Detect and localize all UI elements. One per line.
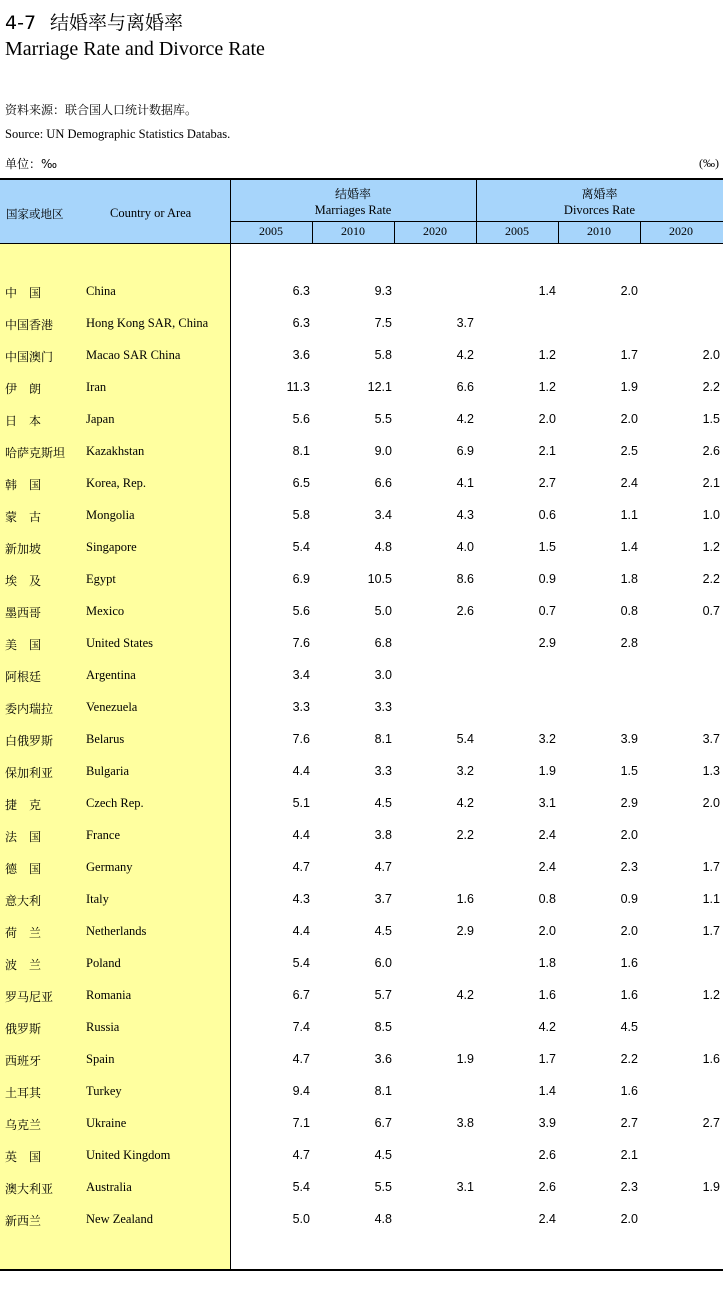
country-name-en: New Zealand (86, 1212, 153, 1226)
rate-value-m2020: 2.6 (456, 604, 474, 618)
rate-value-m2010: 4.5 (374, 796, 392, 810)
rate-value-m2005: 11.3 (286, 380, 310, 394)
country-name-cn: 英 国 (5, 1150, 42, 1164)
rate-value-m2005: 3.6 (292, 348, 310, 362)
rate-value-m2020: 3.8 (456, 1116, 474, 1130)
table-row (0, 956, 723, 976)
country-name-cn: 俄罗斯 (5, 1022, 42, 1036)
rate-value-m2010: 6.7 (374, 1116, 392, 1130)
rate-value-m2005: 4.4 (292, 924, 310, 938)
rate-value-d2010: 0.9 (620, 892, 638, 906)
table-row (0, 1212, 723, 1232)
rate-value-d2005: 1.2 (538, 348, 556, 362)
rate-value-d2020: 3.7 (702, 732, 720, 746)
header-country-cn: 国家或地区 (6, 207, 64, 221)
table-row (0, 732, 723, 752)
country-name-cn: 西班牙 (5, 1054, 42, 1068)
table-row (0, 316, 723, 336)
rate-value-m2010: 6.8 (374, 636, 392, 650)
table-row (0, 348, 723, 368)
source-note-cn: 资料来源：联合国人口统计数据库。 (5, 103, 198, 117)
country-name-en: Venezuela (86, 700, 138, 714)
rate-value-d2020: 1.7 (702, 860, 720, 874)
table-row (0, 700, 723, 720)
rate-value-m2010: 3.7 (374, 892, 392, 906)
table-row (0, 796, 723, 816)
rate-value-m2005: 4.4 (292, 828, 310, 842)
rate-value-m2020: 5.4 (456, 732, 474, 746)
rate-value-d2005: 2.0 (538, 412, 556, 426)
rate-value-d2020: 1.7 (702, 924, 720, 938)
table-row (0, 380, 723, 400)
rate-value-m2010: 5.5 (374, 1180, 392, 1194)
country-name-en: Iran (86, 380, 107, 394)
source-note-en: Source: UN Demographic Statistics Databas. (5, 127, 231, 141)
header-marriage-cn: 结婚率 (334, 187, 371, 201)
rate-value-m2005: 4.7 (292, 1052, 310, 1066)
rate-value-m2020: 6.9 (456, 444, 474, 458)
country-name-en: Mongolia (86, 508, 135, 522)
country-name-cn: 埃 及 (5, 574, 42, 588)
country-name-en: Australia (86, 1180, 132, 1194)
country-name-en: Belarus (86, 732, 125, 746)
header-year: 2005 (259, 224, 283, 238)
country-name-en: Russia (86, 1020, 120, 1034)
rate-value-m2020: 4.2 (456, 796, 474, 810)
header-country-en: Country or Area (110, 206, 192, 220)
table-row (0, 1180, 723, 1200)
rate-value-m2005: 5.6 (292, 604, 310, 618)
rate-value-m2010: 8.5 (374, 1020, 392, 1034)
table-row (0, 668, 723, 688)
header-divorce-en: Divorces Rate (563, 203, 636, 217)
country-name-cn: 中国香港 (5, 318, 54, 332)
country-name-cn: 波 兰 (5, 958, 42, 972)
rate-value-d2010: 1.5 (620, 764, 638, 778)
rate-value-m2010: 3.8 (374, 828, 392, 842)
rate-value-d2020: 2.2 (702, 572, 720, 586)
table-row (0, 476, 723, 496)
country-name-en: Netherlands (86, 924, 147, 938)
rate-value-d2010: 2.0 (620, 1212, 638, 1226)
header-year: 2005 (505, 224, 529, 238)
rate-value-m2010: 4.8 (374, 1212, 392, 1226)
rate-value-d2010: 0.8 (620, 604, 638, 618)
rate-value-m2005: 9.4 (292, 1084, 310, 1098)
rate-value-d2020: 1.5 (702, 412, 720, 426)
table-row (0, 1020, 723, 1040)
rate-value-d2005: 3.9 (538, 1116, 556, 1130)
rate-value-m2005: 4.7 (292, 1148, 310, 1162)
rate-value-m2020: 3.1 (456, 1180, 474, 1194)
rate-value-d2010: 2.3 (620, 1180, 638, 1194)
rate-value-m2020: 4.2 (456, 988, 474, 1002)
country-name-en: Japan (86, 412, 115, 426)
country-name-en: Kazakhstan (86, 444, 145, 458)
rate-value-d2010: 1.6 (620, 1084, 638, 1098)
country-name-en: Singapore (86, 540, 137, 554)
rate-value-m2010: 4.5 (374, 924, 392, 938)
rate-value-m2020: 4.2 (456, 412, 474, 426)
country-name-cn: 乌克兰 (5, 1118, 42, 1132)
country-name-cn: 中 国 (5, 286, 42, 300)
country-name-cn: 伊 朗 (5, 382, 42, 396)
country-name-en: France (86, 828, 121, 842)
rate-value-m2010: 5.8 (374, 348, 392, 362)
country-name-en: Germany (86, 860, 133, 874)
header-year: 2010 (587, 224, 611, 238)
rate-value-m2020: 2.2 (456, 828, 474, 842)
rate-value-d2005: 0.9 (538, 572, 556, 586)
rate-value-m2005: 4.4 (292, 764, 310, 778)
rate-value-m2020: 4.1 (456, 476, 474, 490)
rate-value-m2010: 8.1 (374, 732, 392, 746)
rate-value-m2010: 3.6 (374, 1052, 392, 1066)
rate-value-d2010: 2.5 (620, 444, 638, 458)
rate-value-d2020: 1.9 (702, 1180, 720, 1194)
rate-value-d2020: 1.6 (702, 1052, 720, 1066)
rate-value-m2005: 5.4 (292, 1180, 310, 1194)
rate-value-m2005: 4.3 (292, 892, 310, 906)
table-row (0, 1084, 723, 1104)
rate-value-d2005: 2.6 (538, 1180, 556, 1194)
rate-value-d2020: 2.7 (702, 1116, 720, 1130)
country-name-cn: 新西兰 (5, 1214, 42, 1228)
rate-value-d2020: 2.0 (702, 348, 720, 362)
rate-value-d2005: 1.9 (538, 764, 556, 778)
rate-value-d2010: 2.3 (620, 860, 638, 874)
country-name-cn: 美 国 (5, 638, 42, 652)
rate-value-m2005: 5.6 (292, 412, 310, 426)
rate-value-m2010: 6.6 (374, 476, 392, 490)
rate-value-m2020: 4.2 (456, 348, 474, 362)
table-row (0, 764, 723, 784)
rate-value-m2020: 2.9 (456, 924, 474, 938)
country-name-cn: 委内瑞拉 (5, 702, 54, 716)
rate-value-d2020: 2.6 (702, 444, 720, 458)
rate-value-m2005: 5.4 (292, 956, 310, 970)
country-name-en: United Kingdom (86, 1148, 171, 1162)
rate-value-m2010: 9.0 (374, 444, 392, 458)
country-name-en: Bulgaria (86, 764, 130, 778)
country-name-cn: 韩 国 (5, 478, 42, 492)
table-row (0, 508, 723, 528)
rate-value-m2005: 6.7 (292, 988, 310, 1002)
rate-value-d2010: 2.0 (620, 412, 638, 426)
table-row (0, 1116, 723, 1136)
rate-value-d2010: 2.1 (620, 1148, 638, 1162)
rate-value-d2010: 2.8 (620, 636, 638, 650)
rate-value-d2010: 2.0 (620, 828, 638, 842)
table-row (0, 892, 723, 912)
rate-value-m2005: 7.4 (292, 1020, 310, 1034)
rate-value-m2005: 8.1 (292, 444, 310, 458)
country-name-en: United States (86, 636, 154, 650)
rate-value-d2005: 1.6 (538, 988, 556, 1002)
table-row (0, 828, 723, 848)
rate-value-d2010: 2.7 (620, 1116, 638, 1130)
country-name-en: Czech Rep. (86, 796, 144, 810)
country-name-en: Italy (86, 892, 109, 906)
table-row (0, 924, 723, 944)
country-name-cn: 意大利 (5, 894, 42, 908)
rate-value-m2010: 8.1 (374, 1084, 392, 1098)
rate-value-m2010: 12.1 (367, 380, 392, 394)
rate-value-d2010: 3.9 (620, 732, 638, 746)
rate-value-m2005: 5.8 (292, 508, 310, 522)
table-row (0, 572, 723, 592)
country-name-en: Argentina (86, 668, 136, 682)
country-name-en: Spain (86, 1052, 115, 1066)
country-name-en: Poland (86, 956, 121, 970)
rate-value-d2005: 2.7 (538, 476, 556, 490)
rate-value-d2005: 2.0 (538, 924, 556, 938)
rate-value-d2020: 1.2 (702, 988, 720, 1002)
rate-value-m2005: 6.3 (292, 316, 310, 330)
country-name-cn: 中国澳门 (5, 350, 54, 364)
rate-value-m2005: 5.4 (292, 540, 310, 554)
rate-value-d2005: 3.1 (538, 796, 556, 810)
rate-value-m2005: 6.9 (292, 572, 310, 586)
country-name-cn: 荷 兰 (5, 926, 42, 940)
rate-value-d2020: 2.0 (702, 796, 720, 810)
rate-value-d2010: 2.0 (620, 284, 638, 298)
rate-value-m2020: 4.0 (456, 540, 474, 554)
rate-value-d2020: 2.2 (702, 380, 720, 394)
rate-value-m2010: 6.0 (374, 956, 392, 970)
rate-value-m2020: 3.7 (456, 316, 474, 330)
rate-value-m2010: 3.0 (374, 668, 392, 682)
header-year: 2020 (669, 224, 693, 238)
table-row (0, 636, 723, 656)
country-name-cn: 澳大利亚 (5, 1182, 54, 1196)
rate-value-d2010: 1.7 (620, 348, 638, 362)
rate-value-d2005: 0.7 (538, 604, 556, 618)
country-name-en: Egypt (86, 572, 116, 586)
country-name-cn: 蒙 古 (5, 510, 42, 524)
page-title-en: Marriage Rate and Divorce Rate (5, 38, 265, 60)
country-name-en: Hong Kong SAR, China (86, 316, 209, 330)
table-row (0, 860, 723, 880)
rate-value-d2010: 1.6 (620, 956, 638, 970)
rate-value-m2020: 4.3 (456, 508, 474, 522)
rate-value-m2020: 8.6 (456, 572, 474, 586)
rate-value-d2005: 1.5 (538, 540, 556, 554)
rate-value-m2005: 4.7 (292, 860, 310, 874)
country-name-en: Mexico (86, 604, 125, 618)
rate-value-d2020: 0.7 (702, 604, 720, 618)
rate-value-m2005: 3.3 (292, 700, 310, 714)
rate-value-m2010: 3.3 (374, 700, 392, 714)
rate-value-d2005: 2.1 (538, 444, 556, 458)
rate-value-m2010: 7.5 (374, 316, 392, 330)
rate-value-m2010: 4.7 (374, 860, 392, 874)
rate-value-m2005: 6.3 (292, 284, 310, 298)
country-name-cn: 阿根廷 (5, 670, 42, 684)
table-row (0, 540, 723, 560)
table-row (0, 412, 723, 432)
rate-value-d2005: 1.2 (538, 380, 556, 394)
country-name-en: Korea, Rep. (86, 476, 147, 490)
country-name-en: China (86, 284, 116, 298)
rate-value-d2010: 1.6 (620, 988, 638, 1002)
country-name-cn: 白俄罗斯 (5, 734, 54, 748)
unit-label-right: (‰) (699, 156, 719, 170)
country-name-cn: 保加利亚 (5, 766, 54, 780)
rate-value-m2020: 6.6 (456, 380, 474, 394)
rate-value-d2010: 4.5 (620, 1020, 638, 1034)
rate-value-m2020: 1.9 (456, 1052, 474, 1066)
rate-value-d2005: 4.2 (538, 1020, 556, 1034)
country-name-cn: 捷 克 (5, 798, 42, 812)
rate-value-d2020: 1.1 (702, 892, 720, 906)
rate-value-m2020: 3.2 (456, 764, 474, 778)
table-row (0, 444, 723, 464)
rate-value-d2010: 2.0 (620, 924, 638, 938)
country-name-cn: 墨西哥 (5, 606, 42, 620)
rate-value-d2005: 2.6 (538, 1148, 556, 1162)
rate-value-m2005: 7.6 (292, 636, 310, 650)
rate-value-m2010: 4.8 (374, 540, 392, 554)
country-name-en: Turkey (86, 1084, 122, 1098)
rate-value-d2005: 0.6 (538, 508, 556, 522)
country-name-en: Macao SAR China (86, 348, 181, 362)
rate-value-d2020: 1.3 (702, 764, 720, 778)
rate-value-m2005: 3.4 (292, 668, 310, 682)
rate-value-m2010: 3.4 (374, 508, 392, 522)
header-year: 2020 (423, 224, 447, 238)
table-row (0, 1148, 723, 1168)
country-name-cn: 罗马尼亚 (5, 990, 54, 1004)
country-name-cn: 新加坡 (5, 542, 42, 556)
rate-value-d2010: 2.9 (620, 796, 638, 810)
country-name-cn: 哈萨克斯坦 (5, 446, 66, 460)
country-name-cn: 土耳其 (5, 1086, 42, 1100)
rate-value-d2005: 1.4 (538, 1084, 556, 1098)
table-row (0, 604, 723, 624)
rate-value-d2020: 2.1 (702, 476, 720, 490)
rate-value-m2005: 5.0 (292, 1212, 310, 1226)
rate-value-m2010: 5.0 (374, 604, 392, 618)
rate-value-m2010: 9.3 (374, 284, 392, 298)
rate-value-d2005: 0.8 (538, 892, 556, 906)
rate-value-d2010: 1.4 (620, 540, 638, 554)
header-divorce-cn: 离婚率 (581, 187, 618, 201)
rate-value-m2005: 6.5 (292, 476, 310, 490)
rate-value-m2005: 5.1 (292, 796, 310, 810)
rate-value-d2005: 2.4 (538, 828, 556, 842)
country-name-en: Romania (86, 988, 132, 1002)
rate-value-d2010: 1.8 (620, 572, 638, 586)
rate-value-m2010: 3.3 (374, 764, 392, 778)
rate-value-d2005: 3.2 (538, 732, 556, 746)
rate-value-m2010: 5.7 (374, 988, 392, 1002)
rate-value-d2010: 2.2 (620, 1052, 638, 1066)
table-number: 4-7 (5, 12, 37, 34)
rate-value-d2005: 1.8 (538, 956, 556, 970)
rate-value-m2010: 4.5 (374, 1148, 392, 1162)
rate-value-d2010: 1.9 (620, 380, 638, 394)
country-name-cn: 德 国 (5, 862, 42, 876)
rate-value-d2005: 1.4 (538, 284, 556, 298)
country-name-cn: 日 本 (5, 414, 42, 428)
rate-value-d2005: 2.4 (538, 1212, 556, 1226)
unit-label-cn: 单位：‰ (5, 157, 58, 171)
country-name-en: Ukraine (86, 1116, 127, 1130)
rate-value-d2005: 2.9 (538, 636, 556, 650)
title-cn-text: 结婚率与离婚率 (50, 12, 184, 34)
header-year: 2010 (341, 224, 365, 238)
rate-value-d2020: 1.2 (702, 540, 720, 554)
rate-value-m2005: 7.6 (292, 732, 310, 746)
rate-value-d2005: 1.7 (538, 1052, 556, 1066)
rate-value-m2010: 5.5 (374, 412, 392, 426)
rate-value-m2005: 7.1 (292, 1116, 310, 1130)
country-name-cn: 法 国 (5, 830, 42, 844)
table-row (0, 284, 723, 304)
rate-value-d2005: 2.4 (538, 860, 556, 874)
rate-value-m2020: 1.6 (456, 892, 474, 906)
header-marriage-en: Marriages Rate (314, 203, 392, 217)
table-row (0, 988, 723, 1008)
table-row (0, 1052, 723, 1072)
rate-value-m2010: 10.5 (367, 572, 392, 586)
rate-value-d2010: 2.4 (620, 476, 638, 490)
rate-value-d2020: 1.0 (702, 508, 720, 522)
rate-value-d2010: 1.1 (620, 508, 638, 522)
